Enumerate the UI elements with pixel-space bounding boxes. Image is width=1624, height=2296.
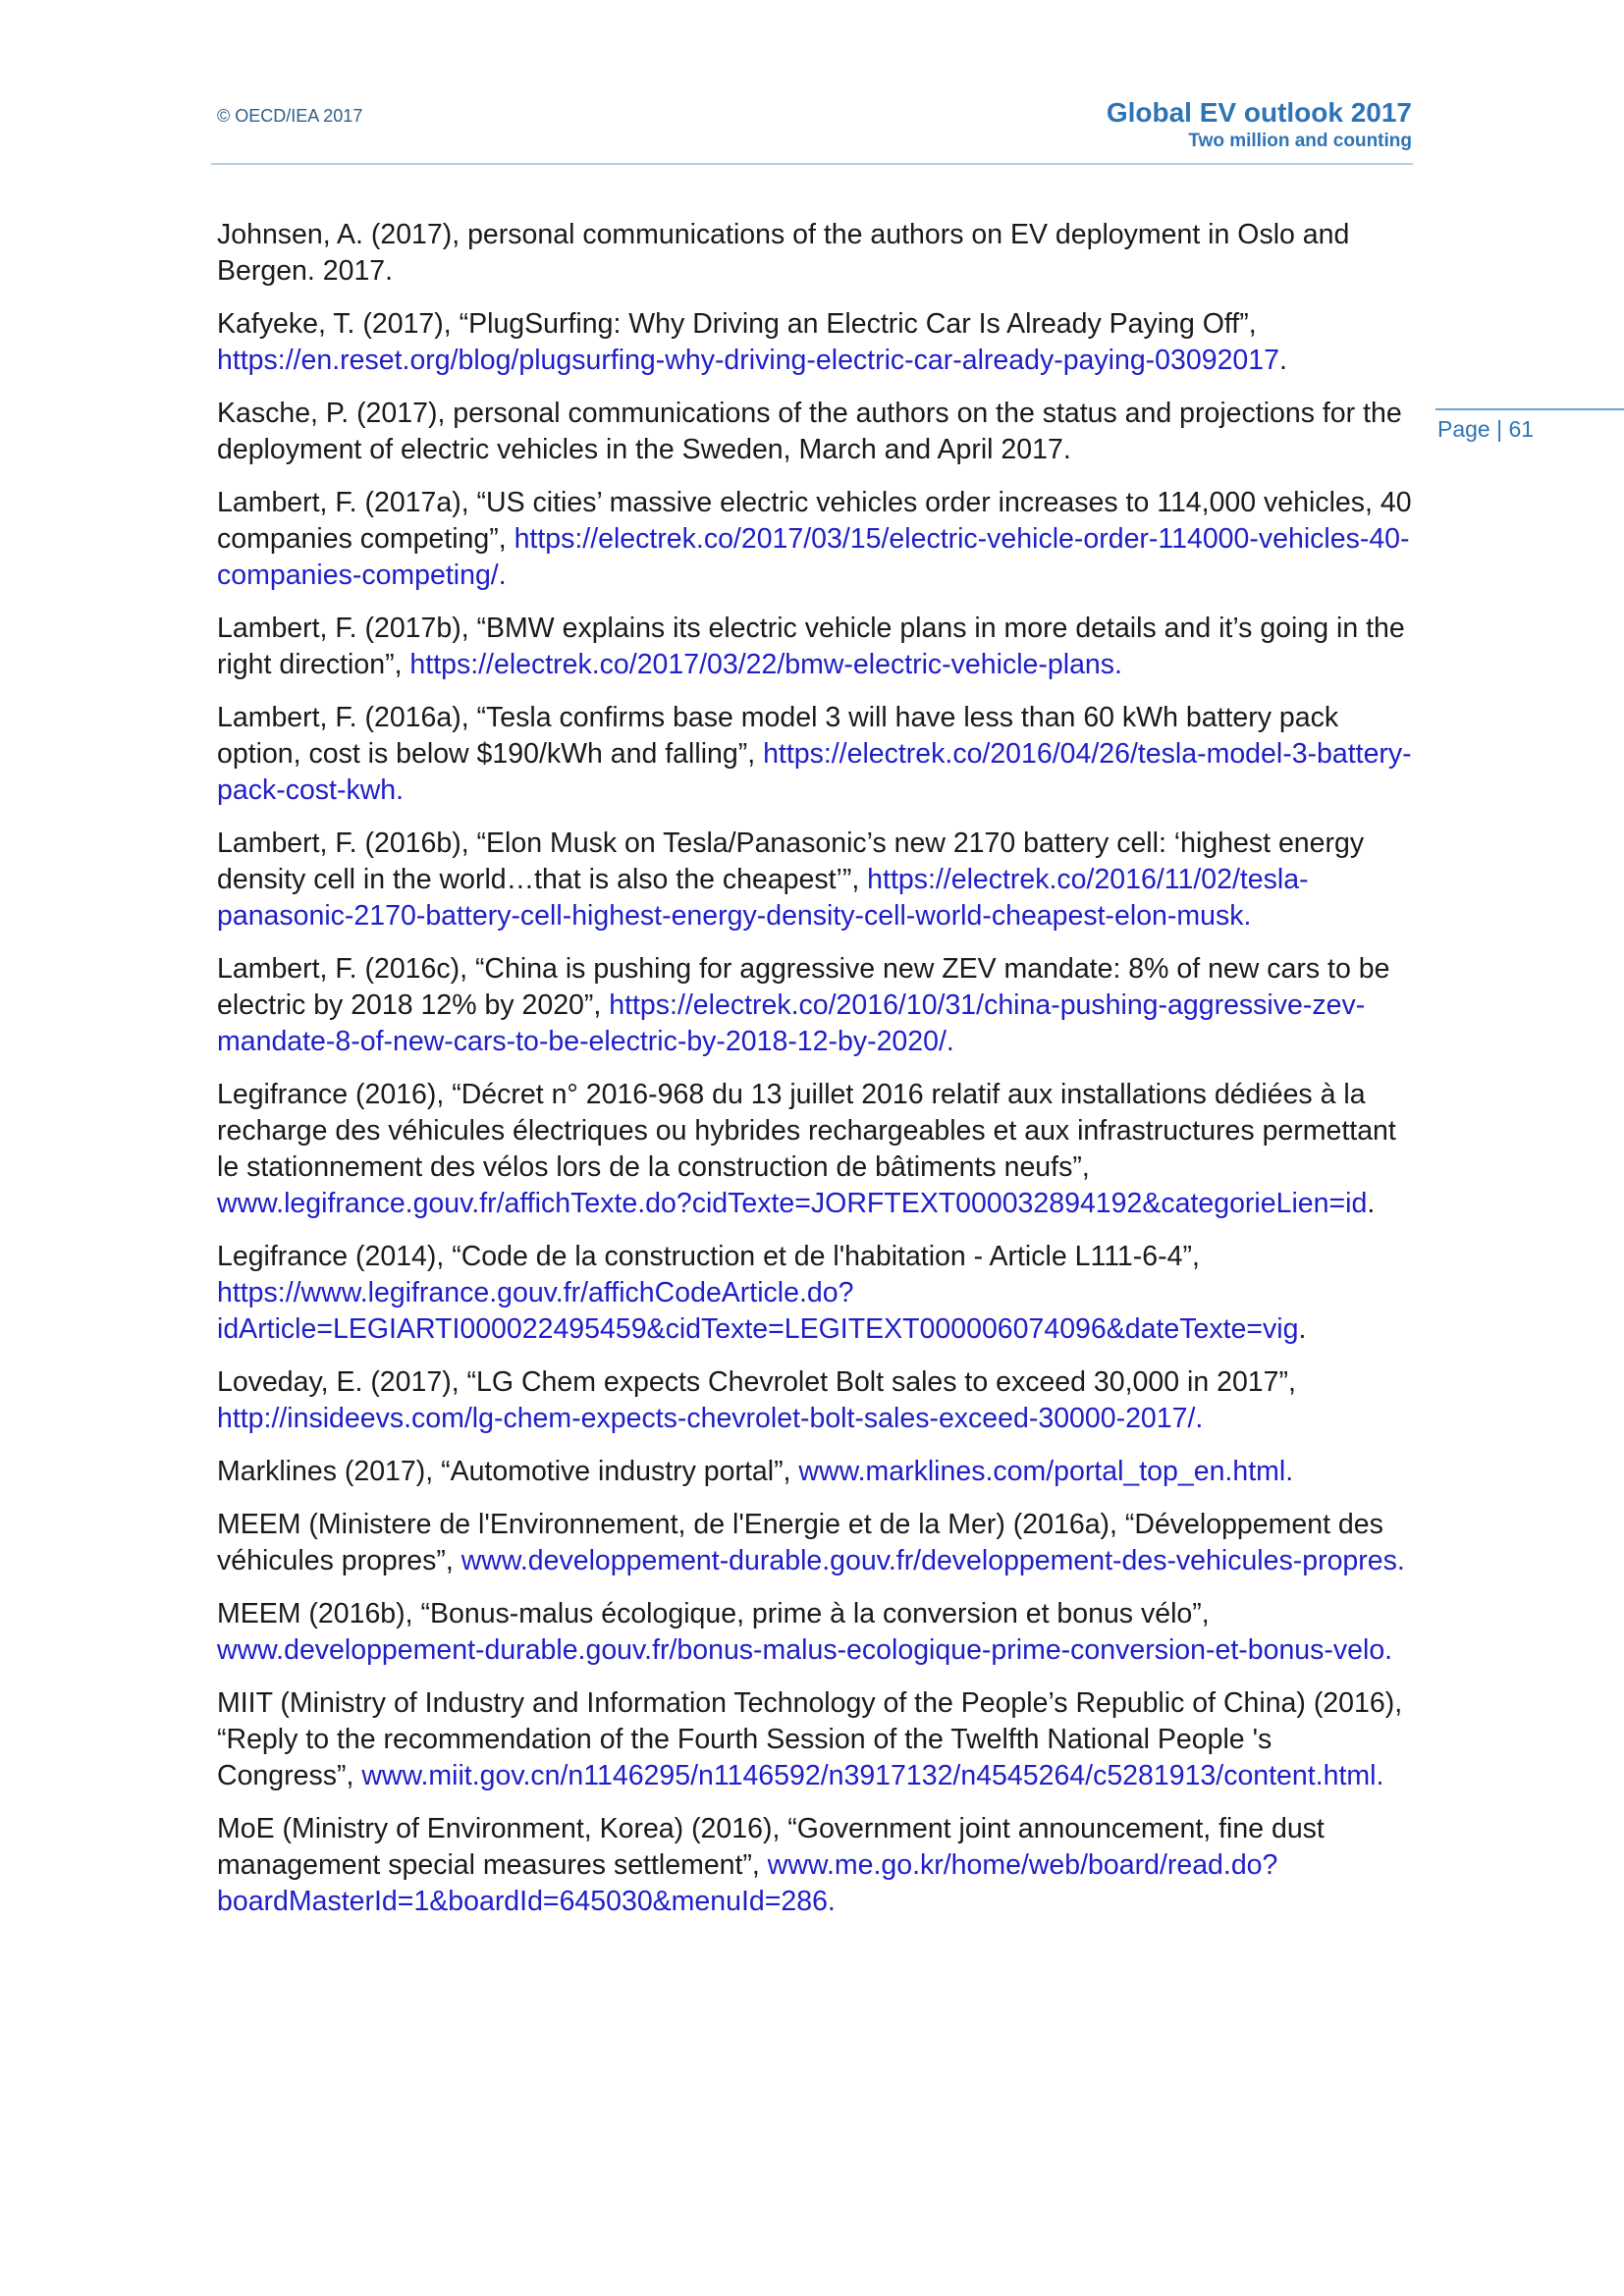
reference-entry xyxy=(217,396,1413,468)
reference-link[interactable]: https://en.reset.org/blog/plugsurfing-why-driving-electric-car-already-paying-03092017 xyxy=(217,345,1279,376)
reference-entry xyxy=(217,611,1413,683)
reference-entry xyxy=(217,485,1413,594)
reference-punctuation: . xyxy=(1298,1313,1307,1345)
reference-citation: Lambert, F. (2016a), “Tesla confirms base model 3 will have less than 60 kWh battery pack option, cost is below $190/kWh and falling”, xyxy=(217,702,1339,770)
reference-entry xyxy=(217,1454,1413,1490)
reference-citation: Kasche, P. (2017), personal communications of the authors on the status and projections for the deployment of electric vehicles in the Sweden, March and April 2017. xyxy=(217,398,1402,465)
reference-citation: MEEM (2016b), “Bonus-malus écologique, prime à la conversion et bonus vélo”, xyxy=(217,1598,1210,1629)
reference-punctuation: . xyxy=(1367,1188,1376,1219)
reference-link[interactable]: https://electrek.co/2016/04/26/tesla-model-3-battery-pack-cost-kwh. xyxy=(217,738,1412,806)
page-number: Page | 61 xyxy=(1437,416,1535,442)
reference-link[interactable]: https://electrek.co/2016/10/31/china-pushing-aggressive-zev-mandate-8-of-new-cars-to-be-electric-by-2018-12-by-2020/. xyxy=(217,989,1366,1057)
reference-citation: Lambert, F. (2016c), “China is pushing for aggressive new ZEV mandate: 8% of new cars to be electric by 2018 12% by 2020”, xyxy=(217,953,1390,1021)
reference-entry xyxy=(217,700,1413,809)
reference-link[interactable]: www.marklines.com/portal_top_en.html. xyxy=(798,1456,1294,1487)
reference-link[interactable]: www.me.go.kr/home/web/board/read.do?boardMasterId=1&boardId=645030&menuId=286. xyxy=(217,1849,1278,1917)
reference-entry xyxy=(217,306,1413,379)
reference-citation: Lambert, F. (2017a), “US cities’ massive electric vehicles order increases to 114,000 vehicles, 40 companies competing”, xyxy=(217,487,1412,555)
reference-entry xyxy=(217,951,1413,1060)
reference-link[interactable]: www.developpement-durable.gouv.fr/bonus-malus-ecologique-prime-conversion-et-bonus-velo. xyxy=(217,1634,1393,1666)
report-subtitle: Two million and counting xyxy=(1188,130,1412,151)
reference-citation: Kafyeke, T. (2017), “PlugSurfing: Why Driving an Electric Car Is Already Paying Off”, xyxy=(217,308,1257,340)
report-title: Global EV outlook 2017 xyxy=(1106,97,1412,128)
reference-citation: Lambert, F. (2017b), “BMW explains its electric vehicle plans in more details and it’s going in the right direction”, xyxy=(217,613,1405,680)
reference-link[interactable]: https://electrek.co/2017/03/22/bmw-electric-vehicle-plans. xyxy=(409,649,1122,680)
reference-link[interactable]: www.developpement-durable.gouv.fr/developpement-des-vehicules-propres. xyxy=(460,1545,1405,1576)
reference-citation: Johnsen, A. (2017), personal communications of the authors on EV deployment in Oslo and Bergen. 2017. xyxy=(217,219,1350,287)
reference-link[interactable]: https://electrek.co/2016/11/02/tesla-panasonic-2170-battery-cell-highest-energy-density-cell-world-cheapest-elon-musk. xyxy=(217,864,1309,932)
reference-entry xyxy=(217,1507,1413,1579)
page-number-marker xyxy=(1435,408,1624,443)
reference-link[interactable]: http://insideevs.com/lg-chem-expects-chevrolet-bolt-sales-exceed-30000-2017/. xyxy=(217,1403,1204,1434)
header-divider xyxy=(211,163,1413,165)
reference-entry xyxy=(217,1685,1413,1794)
reference-citation: Legifrance (2014), “Code de la construction et de l'habitation - Article L111-6-4”, xyxy=(217,1241,1200,1272)
reference-entry xyxy=(217,1811,1413,1920)
reference-citation: Legifrance (2016), “Décret n° 2016-968 du 13 juillet 2016 relatif aux installations dédiées à la recharge des véhicules électriques ou hybrides rechargeables et aux infrastructures permettant le stationnement des vélos lors de la construction de bâtiments neufs”, xyxy=(217,1079,1396,1183)
running-header xyxy=(1107,96,1412,153)
reference-entry xyxy=(217,217,1413,290)
copyright-notice: © OECD/IEA 2017 xyxy=(217,106,363,126)
reference-link[interactable]: https://www.legifrance.gouv.fr/affichCodeArticle.do?idArticle=LEGIARTI000022495459&cidTexte=LEGITEXT000006074096&dateTexte=vig xyxy=(217,1277,1299,1345)
reference-list xyxy=(217,217,1413,1937)
reference-citation: MoE (Ministry of Environment, Korea) (2016), “Government joint announcement, fine dust management special measures settlement”, xyxy=(217,1813,1325,1881)
reference-citation: MIIT (Ministry of Industry and Information Technology of the People’s Republic of China) (2016), “Reply to the recommendation of the Fourth Session of the Twelfth National People 's Congress”, xyxy=(217,1687,1403,1791)
reference-entry xyxy=(217,826,1413,934)
reference-entry xyxy=(217,1077,1413,1222)
reference-entry xyxy=(217,1364,1413,1437)
reference-link[interactable]: www.miit.gov.cn/n1146295/n1146592/n3917132/n4545264/c5281913/content.html. xyxy=(361,1760,1384,1791)
reference-entry xyxy=(217,1239,1413,1348)
reference-citation: Marklines (2017), “Automotive industry portal”, xyxy=(217,1456,791,1487)
reference-citation: Lambert, F. (2016b), “Elon Musk on Tesla/Panasonic’s new 2170 battery cell: ‘highest energy density cell in the world…that is also the cheapest’”, xyxy=(217,828,1365,895)
reference-citation: Loveday, E. (2017), “LG Chem expects Chevrolet Bolt sales to exceed 30,000 in 2017”, xyxy=(217,1366,1296,1398)
reference-punctuation: . xyxy=(1278,345,1287,376)
reference-link[interactable]: https://electrek.co/2017/03/15/electric-vehicle-order-114000-vehicles-40-companies-competing/. xyxy=(217,523,1410,591)
page-marker-divider xyxy=(1435,408,1624,410)
reference-link[interactable]: www.legifrance.gouv.fr/affichTexte.do?cidTexte=JORFTEXT000032894192&categorieLien=id xyxy=(217,1188,1368,1219)
reference-entry xyxy=(217,1596,1413,1669)
reference-citation: MEEM (Ministere de l'Environnement, de l'Energie et de la Mer) (2016a), “Développement des véhicules propres”, xyxy=(217,1509,1383,1576)
